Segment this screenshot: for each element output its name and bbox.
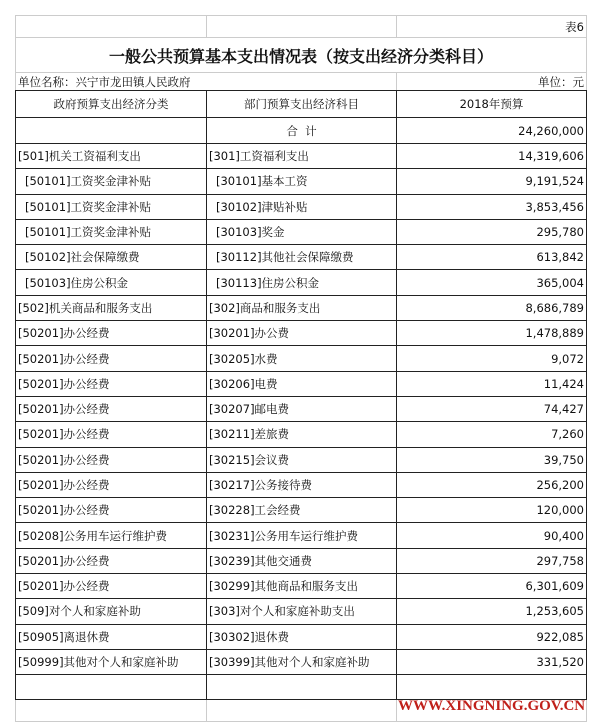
table-row: [16, 245, 587, 270]
econ-class-cell: [50101]工资奖金津补贴: [16, 194, 207, 219]
budget-cell: 120,000: [397, 498, 587, 523]
dept-item-cell: [30103]奖金: [207, 219, 397, 244]
table-row: [16, 599, 587, 624]
econ-class-cell: [50999]其他对个人和家庭补助: [16, 649, 207, 674]
table-number: 表6: [397, 16, 587, 38]
econ-class-cell: [50905]离退休费: [16, 624, 207, 649]
econ-class-cell: [50101]工资奖金津补贴: [16, 169, 207, 194]
table-row: [16, 574, 587, 599]
table-row: [16, 498, 587, 523]
budget-cell: 9,072: [397, 346, 587, 371]
table-row: [16, 624, 587, 649]
header-dept-item: 部门预算支出经济科目: [207, 91, 397, 118]
econ-class-cell: [501]机关工资福利支出: [16, 144, 207, 169]
page-title: 一般公共预算基本支出情况表（按支出经济分类科目）: [16, 38, 587, 73]
budget-cell: 1,253,605: [397, 599, 587, 624]
budget-cell: 7,260: [397, 422, 587, 447]
table-row: [16, 321, 587, 346]
econ-class-cell: [50201]办公经费: [16, 346, 207, 371]
econ-class-cell: [502]机关商品和服务支出: [16, 295, 207, 320]
dept-item-cell: [30211]差旅费: [207, 422, 397, 447]
unit-name: 单位名称：兴宁市龙田镇人民政府: [16, 73, 397, 91]
dept-item-cell: [30113]住房公积金: [207, 270, 397, 295]
table-row: [16, 144, 587, 169]
table-row: [16, 219, 587, 244]
dept-item-cell: [303]对个人和家庭补助支出: [207, 599, 397, 624]
budget-cell: 9,191,524: [397, 169, 587, 194]
dept-item-cell: [30215]会议费: [207, 447, 397, 472]
table-row: [16, 396, 587, 421]
dept-item-cell: [302]商品和服务支出: [207, 295, 397, 320]
econ-class-cell: [50201]办公经费: [16, 422, 207, 447]
table-row: [16, 422, 587, 447]
table-row: [16, 472, 587, 497]
table-row: [16, 169, 587, 194]
table-row: [16, 447, 587, 472]
budget-cell: 365,004: [397, 270, 587, 295]
table-row: [16, 548, 587, 573]
budget-cell: 74,427: [397, 396, 587, 421]
table-row: [16, 523, 587, 548]
budget-cell: 39,750: [397, 447, 587, 472]
table-row: [16, 346, 587, 371]
econ-class-cell: [50201]办公经费: [16, 371, 207, 396]
table-row: [16, 295, 587, 320]
econ-class-cell: [50101]工资奖金津补贴: [16, 219, 207, 244]
budget-cell: 6,301,609: [397, 574, 587, 599]
econ-class-cell: [50201]办公经费: [16, 321, 207, 346]
unit-label: 单位：元: [397, 73, 587, 91]
econ-class-cell: [50201]办公经费: [16, 548, 207, 573]
budget-cell: 256,200: [397, 472, 587, 497]
budget-cell: 297,758: [397, 548, 587, 573]
budget-cell: 3,853,456: [397, 194, 587, 219]
dept-item-cell: [30302]退休费: [207, 624, 397, 649]
table-row: [16, 270, 587, 295]
dept-item-cell: [30207]邮电费: [207, 396, 397, 421]
table-row: [16, 371, 587, 396]
dept-item-cell: [30228]工会经费: [207, 498, 397, 523]
dept-item-cell: [30112]其他社会保障缴费: [207, 245, 397, 270]
dept-item-cell: [30205]水费: [207, 346, 397, 371]
budget-cell: 331,520: [397, 649, 587, 674]
budget-cell: 922,085: [397, 624, 587, 649]
total-label: 合 计: [207, 118, 397, 144]
econ-class-cell: [50201]办公经费: [16, 574, 207, 599]
table-row: [16, 194, 587, 219]
empty-row: [16, 675, 587, 700]
dept-item-cell: [30217]公务接待费: [207, 472, 397, 497]
total-value: 24,260,000: [397, 118, 587, 144]
budget-cell: 14,319,606: [397, 144, 587, 169]
econ-class-cell: [50102]社会保障缴费: [16, 245, 207, 270]
dept-item-cell: [30201]办公费: [207, 321, 397, 346]
header-budget: 2018年预算: [397, 91, 587, 118]
econ-class-cell: [50201]办公经费: [16, 447, 207, 472]
dept-item-cell: [30299]其他商品和服务支出: [207, 574, 397, 599]
dept-item-cell: [30239]其他交通费: [207, 548, 397, 573]
budget-cell: 1,478,889: [397, 321, 587, 346]
budget-cell: 295,780: [397, 219, 587, 244]
dept-item-cell: [30206]电费: [207, 371, 397, 396]
dept-item-cell: [301]工资福利支出: [207, 144, 397, 169]
dept-item-cell: [30231]公务用车运行维护费: [207, 523, 397, 548]
econ-class-cell: [509]对个人和家庭补助: [16, 599, 207, 624]
dept-item-cell: [30399]其他对个人和家庭补助: [207, 649, 397, 674]
budget-cell: 90,400: [397, 523, 587, 548]
watermark: WWW.XINGNING.GOV.CN: [398, 698, 586, 714]
budget-cell: 11,424: [397, 371, 587, 396]
econ-class-cell: [50201]办公经费: [16, 396, 207, 421]
budget-cell: 8,686,789: [397, 295, 587, 320]
econ-class-cell: [50201]办公经费: [16, 498, 207, 523]
header-econ-class: 政府预算支出经济分类: [16, 91, 207, 118]
dept-item-cell: [30102]津贴补贴: [207, 194, 397, 219]
econ-class-cell: [50103]住房公积金: [16, 270, 207, 295]
budget-cell: 613,842: [397, 245, 587, 270]
econ-class-cell: [50201]办公经费: [16, 472, 207, 497]
table-row: [16, 649, 587, 674]
econ-class-cell: [50208]公务用车运行维护费: [16, 523, 207, 548]
budget-table: [15, 15, 587, 722]
dept-item-cell: [30101]基本工资: [207, 169, 397, 194]
